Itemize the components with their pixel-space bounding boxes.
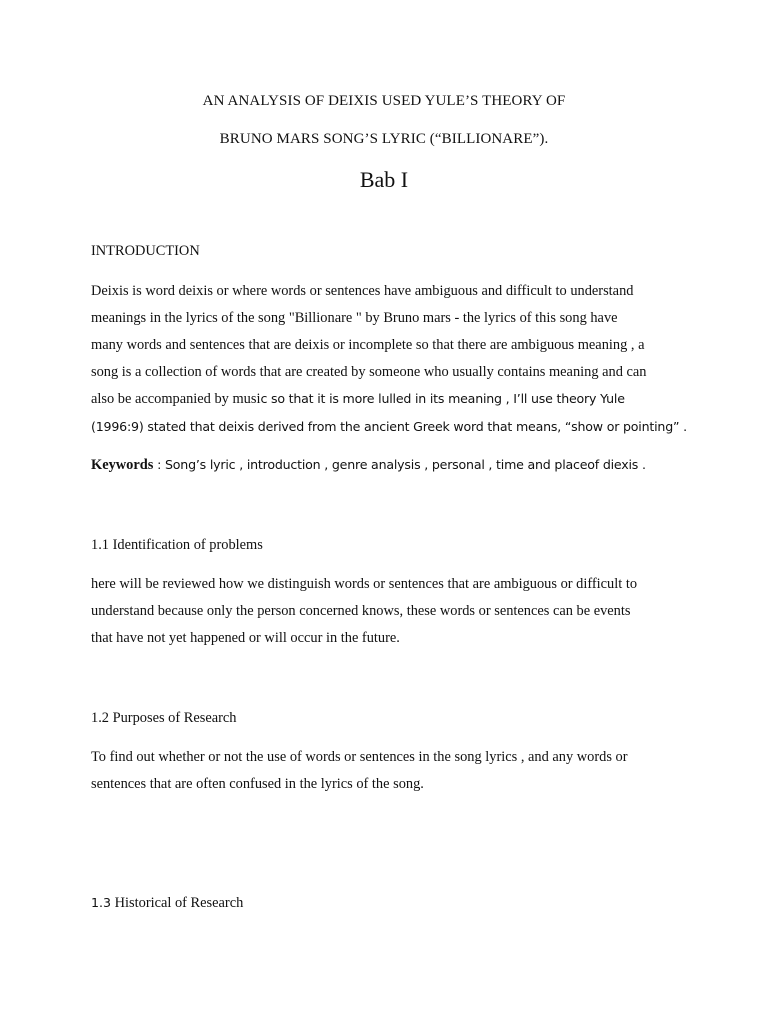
intro-line-5-sans: c so that it is more lulled in its meaning , I’ll use theory Yule	[260, 391, 625, 406]
section-1-1-line-1: here will be reviewed how we distinguish words or sentences that are ambiguous or difficult to	[91, 576, 638, 592]
section-1-3-heading	[91, 895, 243, 912]
section-1-2-heading: 1.2 Purposes of Research	[91, 710, 237, 726]
title-line-2: BRUNO MARS SONG’S LYRIC (“BILLIONARE”).	[219, 131, 549, 147]
introduction-heading: INTRODUCTION	[91, 243, 200, 259]
section-1-2-line-2: sentences that are often confused in the lyrics of the song.	[91, 776, 424, 792]
section-1-1-heading: 1.1 Identification of problems	[91, 537, 263, 553]
section-1-3-title: Historical of Research	[111, 895, 244, 911]
section-1-1-line-3: that have not yet happened or will occur in the future.	[91, 630, 400, 646]
intro-line-5-serif: also be accompanied by musi	[91, 391, 261, 407]
section-1-1-line-2: understand because only the person concerned knows, these words or sentences can be events	[91, 603, 631, 619]
keywords-line	[91, 457, 646, 474]
intro-line-4: song is a collection of words that are created by someone who usually contains meaning and can	[91, 364, 647, 380]
intro-line-1: Deixis is word deixis or where words or sentences have ambiguous and difficult to understand	[91, 283, 634, 299]
intro-line-3: many words and sentences that are deixis or incomplete so that there are ambiguous meaning , a	[91, 337, 645, 353]
keywords-text: : Song’s lyric , introduction , genre analysis , personal , time and placeof diexis .	[153, 457, 646, 472]
chapter-heading: Bab I	[359, 167, 409, 192]
section-1-3-number: 1.3	[91, 895, 112, 910]
title-line-1: AN ANALYSIS OF DEIXIS USED YULE’S THEORY OF	[202, 93, 566, 109]
intro-line-6: (1996:9) stated that deixis derived from the ancient Greek word that means, “show or pointing” .	[91, 419, 687, 434]
intro-line-5	[91, 391, 625, 408]
section-1-2-line-1: To find out whether or not the use of words or sentences in the song lyrics , and any words or	[91, 749, 628, 765]
intro-line-2: meanings in the lyrics of the song "Billionare " by Bruno mars - the lyrics of this song have	[91, 310, 618, 326]
keywords-label: Keywords	[91, 457, 154, 473]
